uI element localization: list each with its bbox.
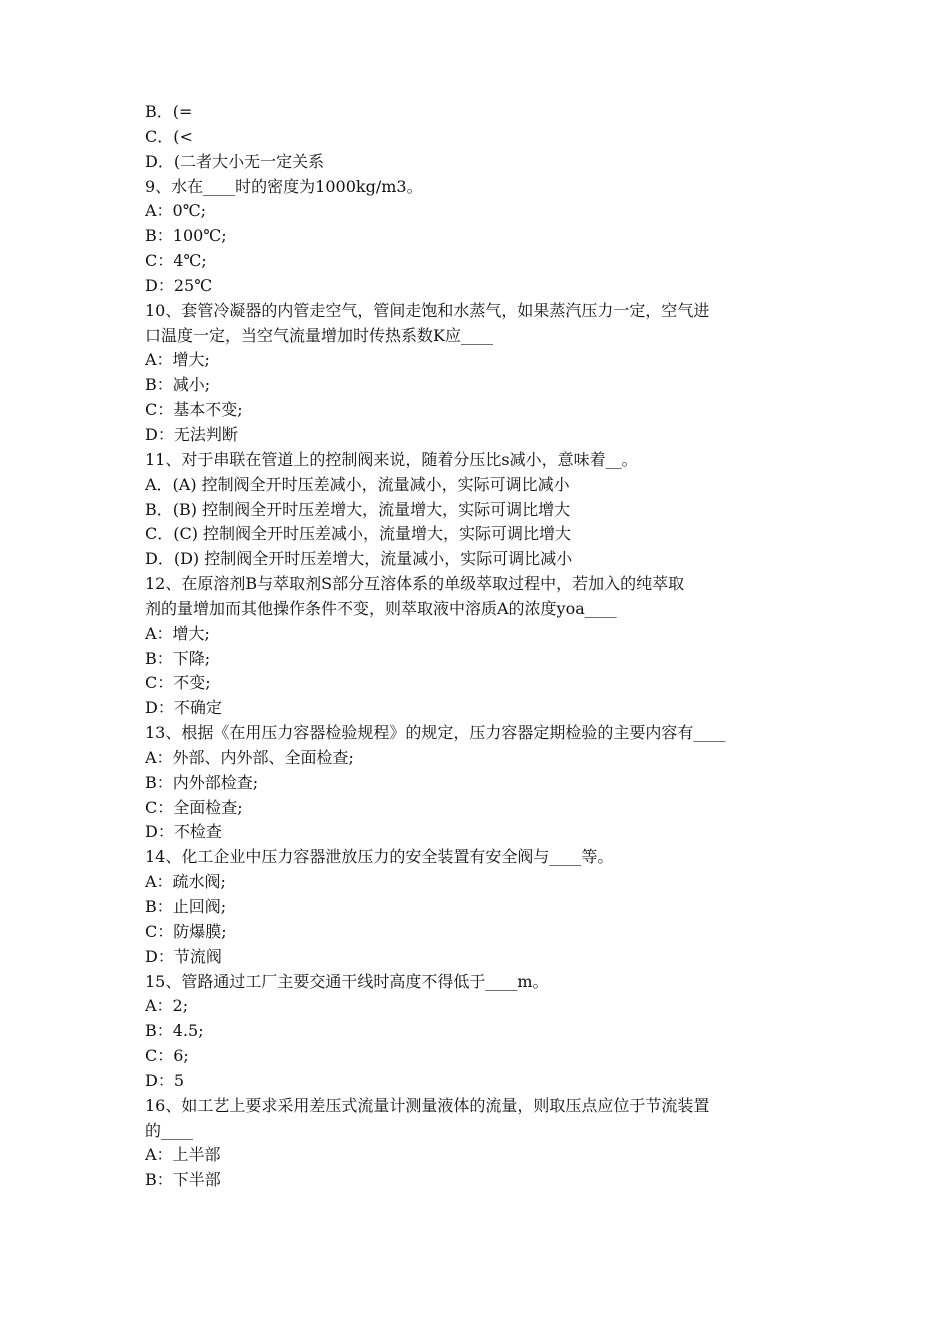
question-11: 11、对于串联在管道上的控制阀来说，随着分压比s减小，意味着__。: [145, 449, 638, 469]
option-line: B：下半部: [145, 1170, 221, 1190]
question-12: 12、在原溶剂B与萃取剂S部分互溶体系的单级萃取过程中，若加入的纯萃取: [145, 574, 685, 594]
option-line: A：外部、内外部、全面检查;: [145, 747, 354, 767]
option-line: B：100℃;: [145, 226, 227, 246]
option-line: B．(B) 控制阀全开时压差增大，流量增大，实际可调比增大: [145, 499, 571, 519]
option-line: D：无法判断: [145, 424, 238, 444]
option-line: D：不检查: [145, 822, 222, 842]
option-line: A：增大;: [145, 623, 210, 643]
option-line: B：4.5;: [145, 1021, 204, 1041]
option-line: D：不确定: [145, 698, 222, 718]
option-line: D．(D) 控制阀全开时压差增大，流量减小，实际可调比减小: [145, 549, 573, 569]
option-line: D：5: [145, 1070, 185, 1090]
option-line: D：25℃: [145, 275, 213, 295]
option-line: B：下降;: [145, 648, 211, 668]
question-15: 15、管路通过工厂主要交通干线时高度不得低于____m。: [145, 971, 549, 991]
option-line: C．(<: [145, 126, 193, 146]
question-9: 9、水在____时的密度为1000kg/m3。: [145, 176, 423, 196]
option-line: C：6;: [145, 1046, 189, 1066]
question-14: 14、化工企业中压力容器泄放压力的安全装置有安全阀与____等。: [145, 847, 614, 867]
option-line: C：全面检查;: [145, 797, 243, 817]
option-line: A：2;: [145, 996, 189, 1016]
option-line: B．(=: [145, 102, 193, 121]
option-line: A：0℃;: [145, 201, 207, 221]
question-12-cont: 剂的量增加而其他操作条件不变，则萃取液中溶质A的浓度yoa____: [145, 598, 617, 618]
option-line: D．(二者大小无一定关系: [145, 151, 325, 171]
option-line: D：节流阀: [145, 946, 222, 966]
question-16-cont: 的____: [145, 1120, 194, 1140]
question-10: 10、套管冷凝器的内管走空气，管间走饱和水蒸气，如果蒸汽压力一定，空气进: [145, 300, 710, 320]
question-13: 13、根据《在用压力容器检验规程》的规定，压力容器定期检验的主要内容有____: [145, 723, 726, 743]
option-line: A：增大;: [145, 350, 210, 370]
option-line: A．(A) 控制阀全开时压差减小，流量减小，实际可调比减小: [145, 474, 570, 494]
option-line: B：减小;: [145, 375, 211, 395]
question-10-cont: 口温度一定，当空气流量增加时传热系数K应____: [145, 325, 493, 345]
option-line: B：止回阀;: [145, 897, 227, 916]
option-line: C．(C) 控制阀全开时压差减小，流量增大，实际可调比增大: [145, 524, 572, 544]
option-line: C：基本不变;: [145, 400, 243, 420]
option-line: C：不变;: [145, 673, 211, 693]
option-line: C：4℃;: [145, 251, 207, 271]
document-page: [145, 100, 820, 1193]
option-line: C：防爆膜;: [145, 921, 227, 941]
question-16: 16、如工艺上要求采用差压式流量计测量液体的流量，则取压点应位于节流装置: [145, 1095, 710, 1115]
option-line: A：上半部: [145, 1145, 221, 1165]
option-line: B：内外部检查;: [145, 772, 259, 792]
option-line: A：疏水阀;: [145, 872, 226, 892]
